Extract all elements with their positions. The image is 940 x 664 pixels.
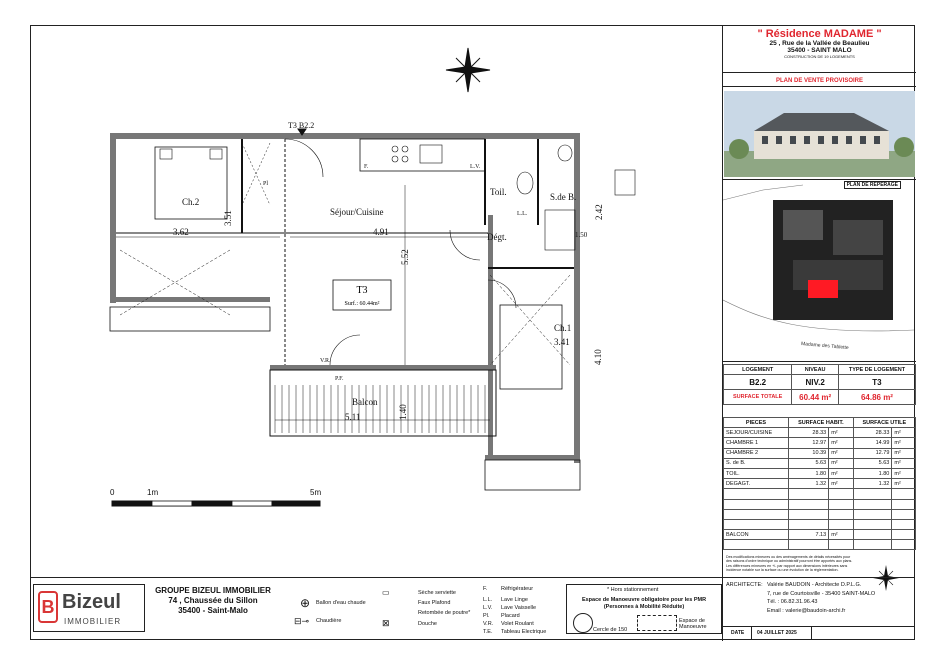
- logo-subtext: IMMOBILIER: [64, 617, 122, 626]
- code-ll: L.L.: [517, 211, 528, 217]
- building-render-image: [724, 91, 915, 177]
- date-label: DATE: [731, 630, 745, 636]
- surface-utile-total: 64.86 m²: [838, 390, 915, 405]
- hors-stationnement: * Hors stationnement: [607, 587, 659, 593]
- room-label-sdb: S.de B.: [550, 192, 577, 202]
- scale-1m: 1m: [147, 488, 159, 497]
- room-label-sejour: Séjour/Cuisine: [330, 207, 384, 217]
- legend-code-te: T.E.: [483, 629, 493, 635]
- surface-habit-total: 60.44 m²: [792, 390, 839, 405]
- dim-242: 2.42: [594, 204, 604, 220]
- legend-retombee: Retombée de poutre*: [418, 610, 471, 616]
- legend-ballon: Ballon d'eau chaude: [316, 600, 366, 606]
- disclaimer-text: Des modifications mineures ou des aménagements de détails nécessités pour des raisons d'ordre technique ou administratif pourront être apportés aux plans. Les différences mineures en +/- par rapport aux dimensions intérieures sans incidence notable sur la surface ou une évolution de la réglementation.: [726, 555, 853, 572]
- col-logement: LOGEMENT: [724, 365, 792, 375]
- legend-seche: Sèche serviette: [418, 590, 456, 596]
- logement-table: [723, 364, 916, 405]
- col-niveau: NIVEAU: [792, 365, 839, 375]
- legend-code-lv: L.V.: [483, 605, 493, 611]
- rooms-table: [723, 417, 916, 550]
- legend-te: Tableau Electrique: [501, 629, 547, 635]
- col-surface-habit: SURFACE HABIT.: [789, 418, 854, 428]
- dim-341: 3.41: [554, 337, 570, 347]
- code-pl: Pl: [263, 181, 269, 187]
- architecte-name: Valérie BAUDOIN - Architecte D.P.L.G.: [767, 582, 862, 588]
- compass-icon: [446, 48, 490, 92]
- date-value: 04 JUILLET 2025: [757, 630, 797, 636]
- legend-vr: Volet Roulant: [501, 621, 534, 627]
- architect-block: [722, 578, 915, 641]
- apartment-label: T3: [356, 285, 368, 296]
- dim-150: 1.50: [575, 231, 588, 239]
- plan-type: PLAN DE VENTE PROVISOIRE: [723, 75, 916, 87]
- scale-5m: 5m: [310, 488, 322, 497]
- table-row-balcon: BALCON 7.13 m²: [724, 530, 916, 540]
- room-label-degt: Dégt.: [487, 232, 507, 242]
- douche-icon: ⊠: [382, 618, 390, 628]
- table-row: TOIL. 1.80 m² 1.80 m²: [724, 468, 916, 478]
- legend-code-pl: Pl.: [483, 613, 490, 619]
- logo-text: Bizeul: [62, 591, 121, 613]
- cercle-label: Cercle de 150: [593, 627, 628, 633]
- dim-362: 3.62: [173, 227, 189, 237]
- company-name: GROUPE BIZEUL IMMOBILIER: [155, 586, 271, 595]
- site-map: [723, 179, 916, 362]
- espace-icon: [637, 615, 677, 631]
- dim-410: 4.10: [593, 349, 603, 365]
- pmr-text: Espace de Manoeuvre obligatoire pour les PMR: [581, 597, 707, 603]
- logo-mark-icon: B: [38, 591, 58, 623]
- residence-address: 25 , Rue de la Vallée de Beaulieu: [769, 40, 870, 47]
- legend-lv: Lave Vaisselle: [501, 605, 537, 611]
- code-f: F.: [364, 164, 369, 170]
- legend-ll: Lave Linge: [501, 597, 528, 603]
- espace-label: Espace de Manoeuvre: [679, 618, 707, 630]
- apartment-surface: Surf.: 60.44m²: [344, 301, 380, 307]
- logement-value: B2.2: [724, 375, 792, 390]
- pmr-box: [566, 584, 722, 634]
- legend-faux: Faux Plafond: [418, 600, 451, 606]
- residence-header: [723, 25, 916, 73]
- legend-code-ll: L.L.: [483, 597, 493, 603]
- site-map-drawing: [723, 180, 914, 360]
- company-info: [148, 586, 278, 616]
- dim-491: 4.91: [373, 227, 389, 237]
- architecte-label: ARCHITECTE:: [726, 582, 763, 588]
- floor-plan: [30, 25, 722, 577]
- niveau-value: NIV.2: [792, 375, 839, 390]
- legend-code-f: F.: [483, 586, 488, 592]
- cercle-icon: [573, 613, 593, 633]
- table-row: S. de B. 5.63 m² 5.63 m²: [724, 458, 916, 468]
- col-type: TYPE DE LOGEMENT: [838, 365, 915, 375]
- code-lv: L.V.: [470, 164, 481, 170]
- room-label-ch1: Ch.1: [554, 323, 572, 333]
- title-block: [722, 25, 915, 640]
- residence-name: " Résidence MADAME ": [757, 28, 882, 40]
- room-label-ch2: Ch.2: [182, 197, 200, 207]
- code-vr: V.R.: [320, 358, 331, 364]
- residence-city: 35400 - SAINT MALO: [787, 47, 852, 54]
- pmr-text-2: (Personnes à Mobilité Réduite): [603, 604, 685, 610]
- dim-511: 5.11: [345, 412, 361, 422]
- code-pf: P.F.: [335, 376, 344, 382]
- architecte-address: 7, rue de Courtoisville - 35400 SAINT-MALO: [767, 591, 876, 597]
- legend-douche: Douche: [418, 621, 437, 627]
- col-pieces: PIECES: [724, 418, 789, 428]
- architecte-tel: Tél. : 06.82.31.96.43: [767, 599, 818, 605]
- room-label-balcon: Balcon: [352, 397, 378, 407]
- room-label-toil: Toil.: [490, 187, 507, 197]
- legend-chaudiere: Chaudière: [316, 618, 342, 624]
- company-city: 35400 - Saint-Malo: [178, 606, 248, 615]
- map-street-label: Madame des Tablette: [800, 341, 849, 352]
- architecte-email: Email : valerie@baudoin-archi.fr: [767, 608, 846, 614]
- legend-code-vr: V.R.: [483, 621, 494, 627]
- date-row: [723, 626, 914, 640]
- ballon-icon: ⊕: [300, 596, 311, 610]
- seche-icon: ▭: [382, 588, 390, 597]
- col-surface-utile: SURFACE UTILE: [853, 418, 915, 428]
- company-street: 74 , Chaussée du Sillon: [168, 596, 258, 605]
- table-row: CHAMBRE 1 12.97 m² 14.99 m²: [724, 438, 916, 448]
- table-row: DEGAGT. 1.32 m² 1.32 m²: [724, 479, 916, 489]
- company-logo: [33, 584, 145, 632]
- legend-pl: Placard: [501, 613, 520, 619]
- type-value: T3: [838, 375, 915, 390]
- table-row: SEJOUR/CUISINE 28.33 m² 28.33 m²: [724, 428, 916, 438]
- table-row: CHAMBRE 2 10.39 m² 12.79 m²: [724, 448, 916, 458]
- dim-552: 5.52: [400, 249, 410, 265]
- legend-strip: [30, 577, 915, 640]
- plan-reperage-label: PLAN DE REPERAGE: [844, 181, 901, 189]
- dim-351: 3.51: [223, 210, 233, 226]
- surface-totale-label: SURFACE TOTALE: [724, 390, 792, 405]
- residence-construction: CONSTRUCTION DE 19 LOGEMENTS: [784, 54, 855, 59]
- legend-f: Réfrigérateur: [501, 586, 534, 592]
- scale-0: 0: [110, 488, 115, 497]
- dim-140: 1.40: [398, 404, 408, 420]
- plan-ref-label: T3 B2.2: [288, 121, 315, 130]
- chaudiere-icon: ⊟⊸: [294, 616, 310, 626]
